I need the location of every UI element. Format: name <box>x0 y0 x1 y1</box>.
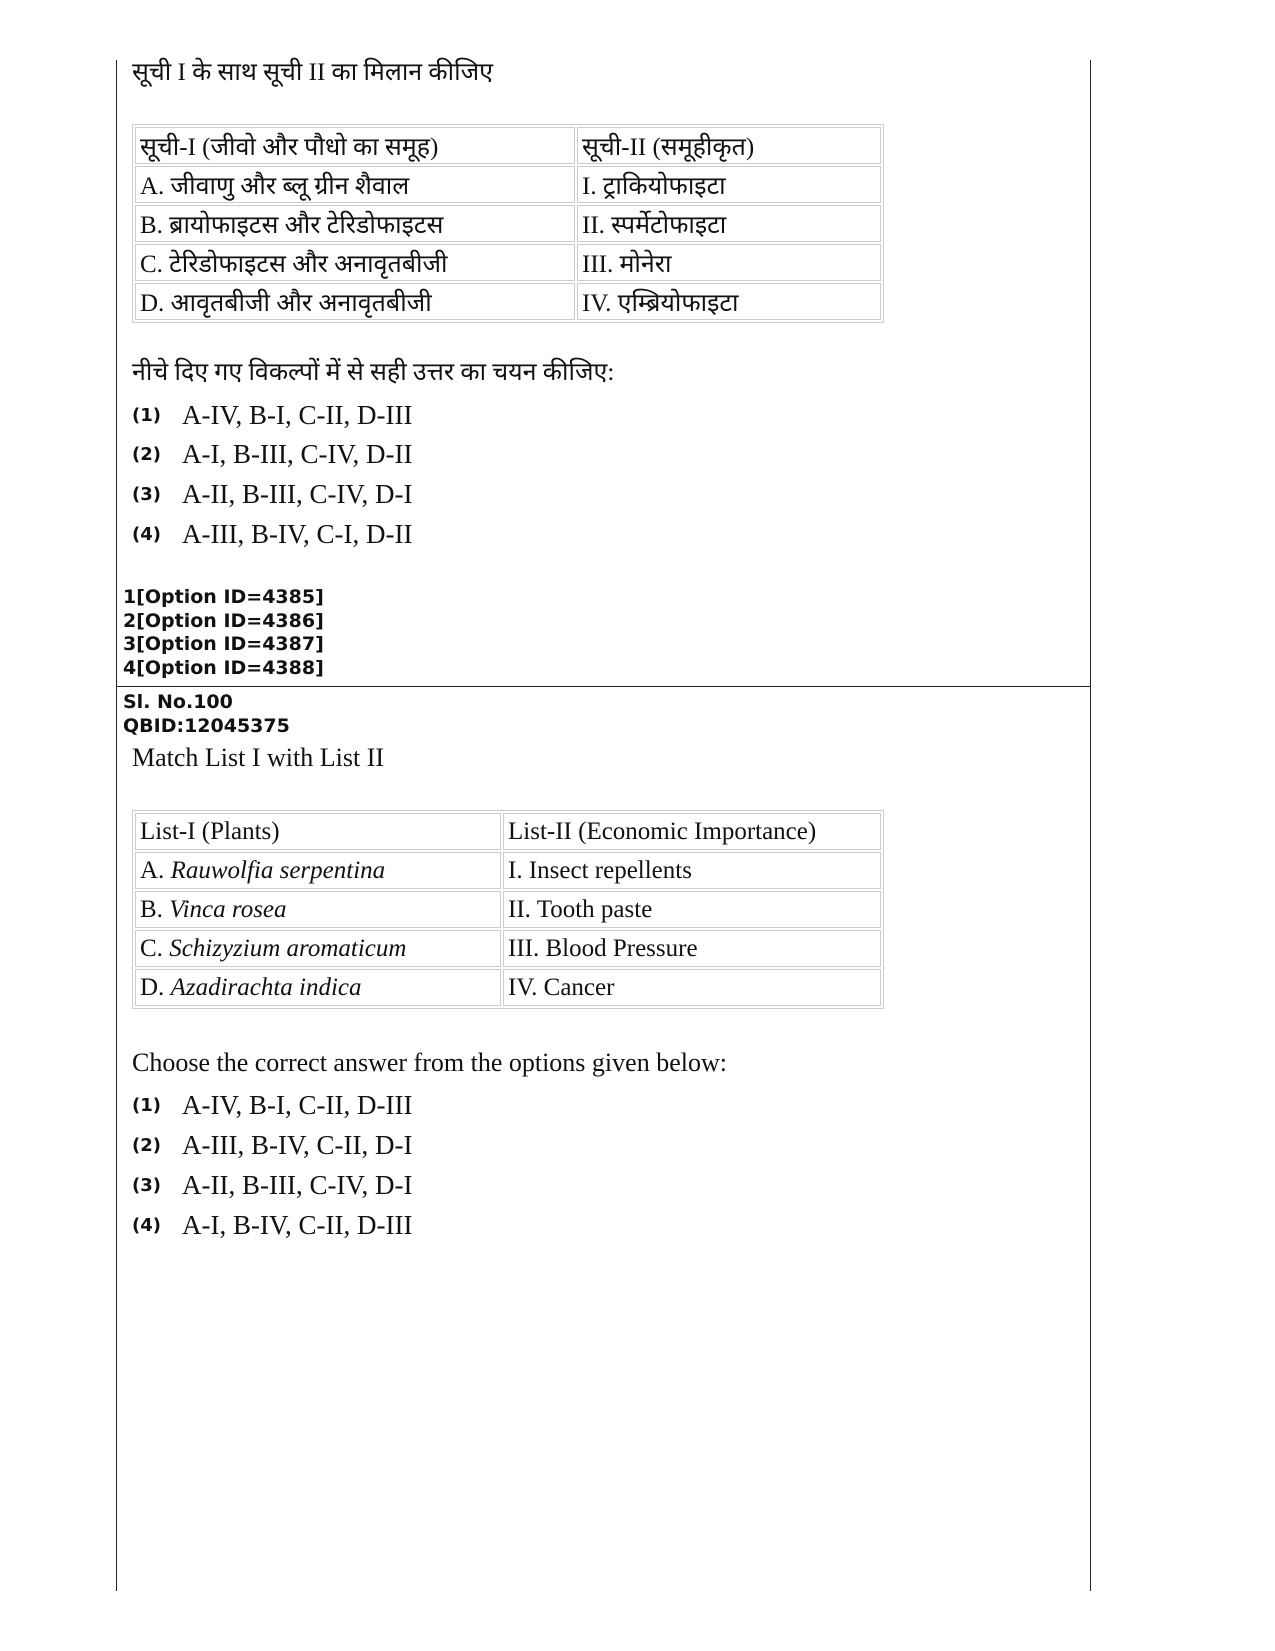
page-border-right <box>1090 60 1091 1591</box>
table-cell: C. टेरिडोफाइटस और अनावृतबीजी <box>135 244 575 281</box>
table-cell <box>135 852 501 889</box>
table-cell: D. आवृतबीजी और अनावृतबीजी <box>135 283 575 320</box>
option-id: 3[Option ID=4387] <box>123 633 324 655</box>
table-row <box>135 283 881 320</box>
table-cell: III. मोनेरा <box>577 244 881 281</box>
q99-option-1 <box>132 398 412 432</box>
q100-instruction: Match List I with List II <box>132 743 385 772</box>
table-header-list2: List-II (Economic Importance) <box>503 813 881 850</box>
option-text: A-II, B-III, C-IV, D-I <box>182 1169 413 1200</box>
row-prefix: B. <box>140 895 170 923</box>
table-cell: II. स्पर्मेटोफाइटा <box>577 205 881 242</box>
option-number: (3) <box>132 483 161 505</box>
q99-choose-text: नीचे दिए गए विकल्पों में से सही उत्तर का चयन कीजिए: <box>132 359 615 386</box>
table-cell: IV. एम्ब्रियोफाइटा <box>577 283 881 320</box>
table-cell: I. ट्राकियोफाइटा <box>577 166 881 203</box>
table-row <box>135 891 881 928</box>
option-number: (1) <box>132 1094 161 1116</box>
table-row <box>135 166 881 203</box>
q100-option-2 <box>132 1128 412 1162</box>
q99-instruction: सूची I के साथ सूची II का मिलान कीजिए <box>132 59 493 86</box>
q100-choose-text: Choose the correct answer from the options given below: <box>132 1048 727 1077</box>
table-row <box>135 852 881 889</box>
option-number: (2) <box>132 443 161 465</box>
table-cell <box>135 891 501 928</box>
serial-number: Sl. No.100 <box>123 691 233 713</box>
option-text: A-III, B-IV, C-I, D-II <box>182 518 413 549</box>
option-text: A-III, B-IV, C-II, D-I <box>182 1129 413 1160</box>
option-text: A-IV, B-I, C-II, D-III <box>182 399 413 430</box>
option-id: 1[Option ID=4385] <box>123 586 324 608</box>
option-text: A-I, B-III, C-IV, D-II <box>182 438 413 469</box>
q100-match-table <box>132 810 884 1009</box>
option-number: (3) <box>132 1174 161 1196</box>
table-cell: IV. Cancer <box>503 969 881 1006</box>
q99-option-3 <box>132 477 412 511</box>
plant-name: Azadirachta indica <box>170 973 362 1001</box>
option-id: 4[Option ID=4388] <box>123 656 324 679</box>
option-number: (2) <box>132 1134 161 1156</box>
row-prefix: A. <box>140 856 171 884</box>
q99-option-4 <box>132 517 412 551</box>
table-cell: II. Tooth paste <box>503 891 881 928</box>
table-cell: III. Blood Pressure <box>503 930 881 967</box>
qbid: QBID:12045375 <box>123 714 290 737</box>
q100-option-4 <box>132 1208 412 1242</box>
option-text: A-I, B-IV, C-II, D-III <box>182 1209 413 1240</box>
q99-option-2 <box>132 437 412 471</box>
table-header-list2: सूची-II (समूहीकृत) <box>577 127 881 164</box>
q100-option-3 <box>132 1168 412 1202</box>
page-border-left <box>116 60 117 1591</box>
table-cell <box>135 969 501 1006</box>
row-prefix: D. <box>140 973 171 1001</box>
table-row <box>135 205 881 242</box>
plant-name: Schizyzium aromaticum <box>169 934 407 962</box>
table-row <box>135 930 881 967</box>
option-number: (4) <box>132 1214 161 1236</box>
table-row <box>135 127 881 164</box>
option-text: A-IV, B-I, C-II, D-III <box>182 1089 413 1120</box>
q99-option-ids <box>123 586 324 680</box>
plant-name: Vinca rosea <box>169 895 287 923</box>
table-cell: B. ब्रायोफाइटस और टेरिडोफाइटस <box>135 205 575 242</box>
option-number: (4) <box>132 523 161 545</box>
q100-option-1 <box>132 1088 412 1122</box>
q99-match-table <box>132 124 884 323</box>
table-row <box>135 244 881 281</box>
table-cell <box>135 930 501 967</box>
table-cell: I. Insect repellents <box>503 852 881 889</box>
table-row <box>135 969 881 1006</box>
q100-header <box>123 691 290 738</box>
table-header-list1: सूची-I (जीवो और पौधो का समूह) <box>135 127 575 164</box>
question-separator <box>116 686 1091 687</box>
table-row <box>135 813 881 850</box>
row-prefix: C. <box>140 934 170 962</box>
option-number: (1) <box>132 404 161 426</box>
table-header-list1: List-I (Plants) <box>135 813 501 850</box>
option-id: 2[Option ID=4386] <box>123 609 324 632</box>
table-cell: A. जीवाणु और ब्लू ग्रीन शैवाल <box>135 166 575 203</box>
option-text: A-II, B-III, C-IV, D-I <box>182 478 413 509</box>
plant-name: Rauwolfia serpentina <box>170 856 386 884</box>
